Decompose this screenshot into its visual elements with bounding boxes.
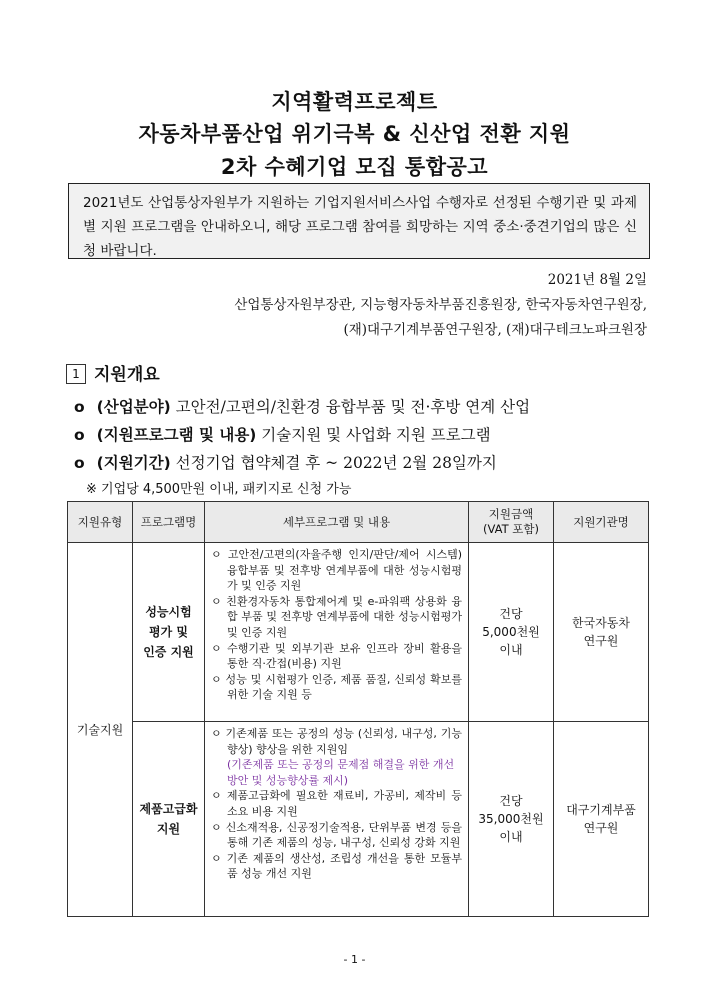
issuers-line-1: 산업통상자원부장관, 지능형자동차부품진흥원장, 한국자동차연구원장,: [234, 297, 647, 313]
org-cell: 대구기계부품 연구원: [554, 722, 649, 917]
detail-item: ㅇ 신소재적용, 신공정기술적용, 단위부품 변경 등을 통해 기존 제품의 성능, 내구성, 신뢰성 강화 지원: [211, 820, 462, 850]
intro-box: 2021년도 산업통상자원부가 지원하는 기업지원서비스사업 수행자로 선정된 수행기관 및 과제별 지원 프로그램을 안내하오니, 해당 프로그램 참여를 희망하는 지역 중소·중견기업의 많은 신청 바랍니다.: [68, 183, 650, 259]
bullet-industry: [74, 395, 530, 417]
header-type: 지원유형: [68, 502, 133, 543]
bullet-key: (지원기간): [96, 454, 171, 472]
detail-cell: [205, 543, 469, 722]
header-amount: 지원금액 (VAT 포함): [469, 502, 554, 543]
title-line-3: 2차 수혜기업 모집 통합공고: [220, 155, 489, 179]
issuers-line-2: (재)대구기계부품연구원장, (재)대구테크노파크원장: [343, 322, 647, 338]
table-row: [68, 543, 649, 722]
detail-item: ㅇ 기존 제품의 생산성, 조립성 개선을 통한 모듈부품 성능 개선 지원: [211, 851, 462, 881]
detail-subnote: (기존제품 또는 공정의 문제점 해결을 위한 개선방안 및 성능향상률 제시): [227, 758, 455, 787]
bullet-marker: o: [74, 398, 85, 416]
detail-item: ㅇ 친환경자동차 통합제어계 및 e-파워팩 상용화 융합 부품 및 전후방 연계부품에 대한 성능시험평가 및 인증 지원: [211, 594, 462, 639]
detail-item: ㅇ 고안전/고편의(자율주행 인지/판단/제어 시스템) 융합부품 및 전후방 연계부품에 대한 성능시험평가 및 인증 지원: [211, 548, 462, 593]
amount-cell: 건당 5,000천원 이내: [469, 543, 554, 722]
table-row: [68, 722, 649, 917]
support-table: [67, 501, 649, 917]
bullet-key: (지원프로그램 및 내용): [96, 426, 257, 444]
bullet-text: 선정기업 협약체결 후 ~ 2022년 2월 28일까지: [170, 454, 497, 472]
bullet-text: 기술지원 및 사업화 지원 프로그램: [256, 426, 491, 444]
program-name-cell: 제품고급화 지원: [133, 722, 205, 917]
detail-item: ㅇ 기존제품 또는 공정의 성능 (신뢰성, 내구성, 기능향상) 향상을 위한 지원임: [211, 727, 462, 756]
section-heading: [66, 360, 160, 385]
org-cell: 한국자동차 연구원: [554, 543, 649, 722]
header-program: 프로그램명: [133, 502, 205, 543]
section-title: 지원개요: [94, 365, 160, 385]
bullet-text: 고안전/고편의/친환경 융합부품 및 전·후방 연계 산업: [170, 398, 531, 416]
support-type-cell: 기술지원: [68, 543, 133, 917]
amount-cell: 건당 35,000천원 이내: [469, 722, 554, 917]
detail-item: ㅇ 수행기관 및 외부기관 보유 인프라 장비 활용을 통한 직·간접(비용) 지원: [211, 641, 462, 671]
title-line-1: 지역활력프로젝트: [271, 90, 438, 114]
program-name-cell: 성능시험 평가 및 인증 지원: [133, 543, 205, 722]
bullet-key: (산업분야): [96, 398, 171, 416]
detail-item: ㅇ 성능 및 시험평가 인증, 제품 품질, 신뢰성 확보를 위한 기술 지원 등: [211, 672, 462, 702]
page-number: - 1 -: [343, 953, 366, 966]
detail-item: ㅇ 제품고급화에 필요한 재료비, 가공비, 제작비 등 소요 비용 지원: [211, 789, 462, 818]
detail-cell: [205, 722, 469, 917]
announcement-date: 2021년 8월 2일: [547, 272, 647, 288]
bullet-marker: o: [74, 454, 85, 472]
bullet-program: [74, 423, 491, 445]
table-header-row: [68, 502, 649, 543]
header-org: 지원기관명: [554, 502, 649, 543]
bullet-marker: o: [74, 426, 85, 444]
header-detail: 세부프로그램 및 내용: [205, 502, 469, 543]
section-number: 1: [66, 364, 86, 384]
funding-note: ※ 기업당 4,500만원 이내, 패키지로 신청 가능: [86, 482, 352, 497]
title-line-2: 자동차부품산업 위기극복 & 신산업 전환 지원: [138, 122, 571, 146]
bullet-period: [74, 451, 497, 473]
